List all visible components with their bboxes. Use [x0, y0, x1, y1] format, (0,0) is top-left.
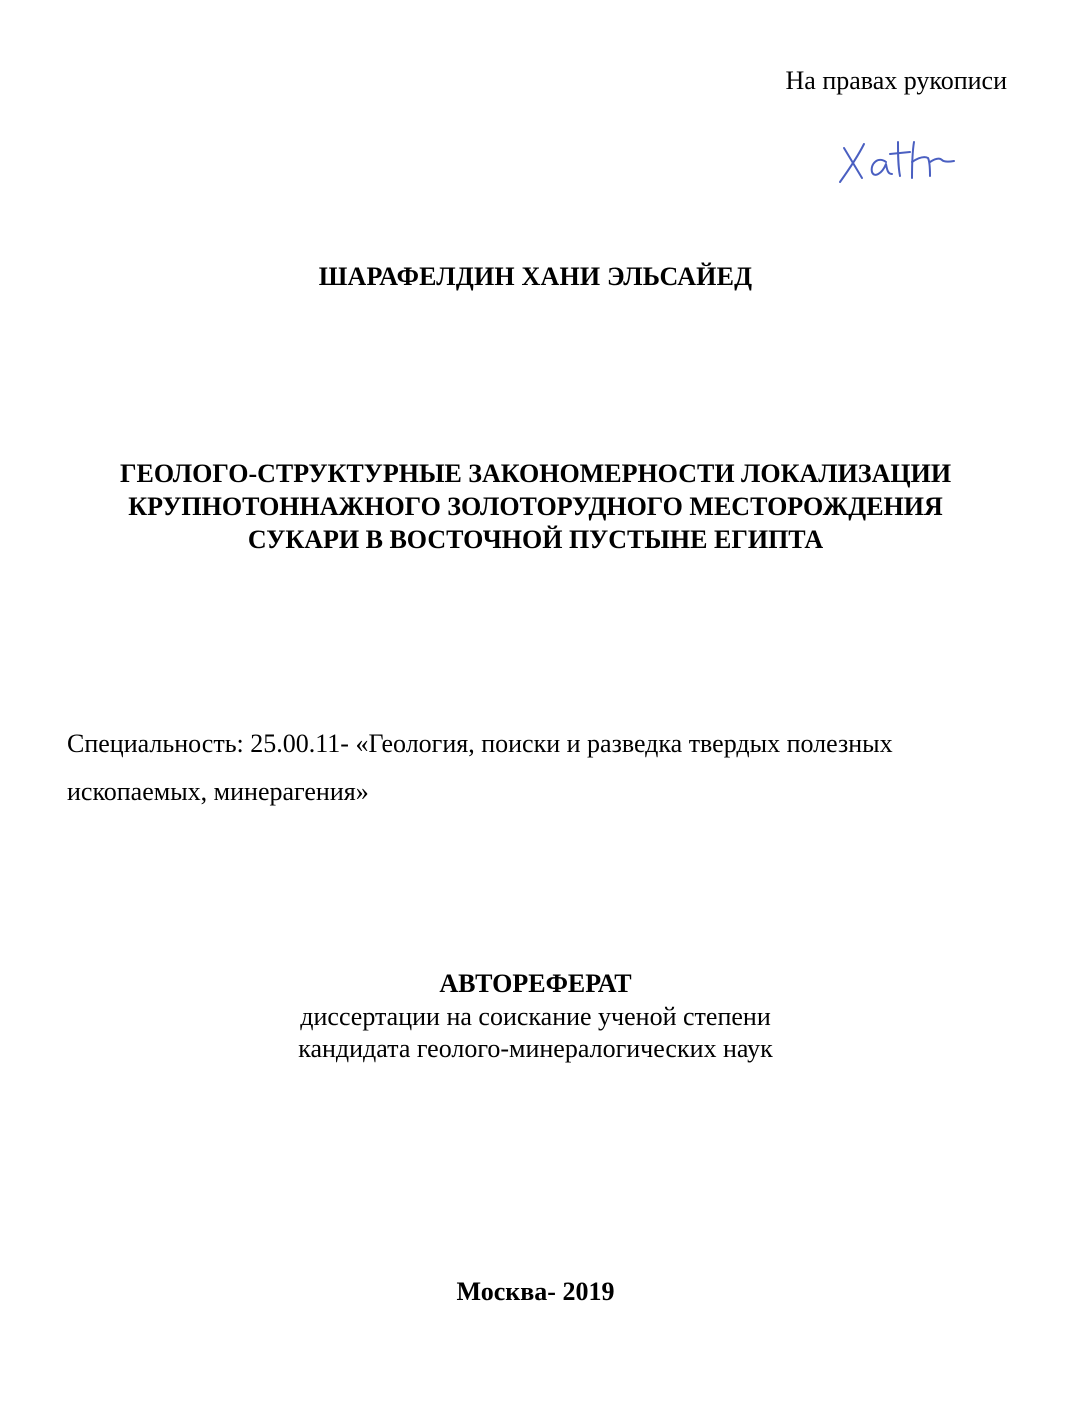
dissertation-title	[60, 457, 1011, 556]
signature-image	[832, 128, 962, 192]
specialty-line: Специальность: 25.00.11- «Геология, поиски и разведка твердых полезных	[67, 729, 893, 758]
abstract-line: кандидата геолого-минералогических наук	[298, 1034, 773, 1063]
abstract-line: диссертации на соискание ученой степени	[300, 1002, 771, 1031]
specialty-statement	[67, 720, 1007, 816]
author-name: ШАРАФЕЛДИН ХАНИ ЭЛЬСАЙЕД	[318, 262, 753, 291]
title-line: ГЕОЛОГО-СТРУКТУРНЫЕ ЗАКОНОМЕРНОСТИ ЛОКАЛИЗАЦИИ	[119, 459, 952, 488]
specialty-line: ископаемых, минерагения»	[67, 777, 369, 806]
rights-note: На правах рукописи	[785, 66, 1007, 95]
abstract-heading: АВТОРЕФЕРАТ	[439, 969, 632, 998]
city-year: Москва- 2019	[456, 1277, 615, 1306]
abstract-block	[0, 967, 1071, 1065]
title-line: СУКАРИ В ВОСТОЧНОЙ ПУСТЫНЕ ЕГИПТА	[247, 525, 824, 554]
title-line: КРУПНОТОННАЖНОГО ЗОЛОТОРУДНОГО МЕСТОРОЖДЕНИЯ	[128, 492, 943, 521]
